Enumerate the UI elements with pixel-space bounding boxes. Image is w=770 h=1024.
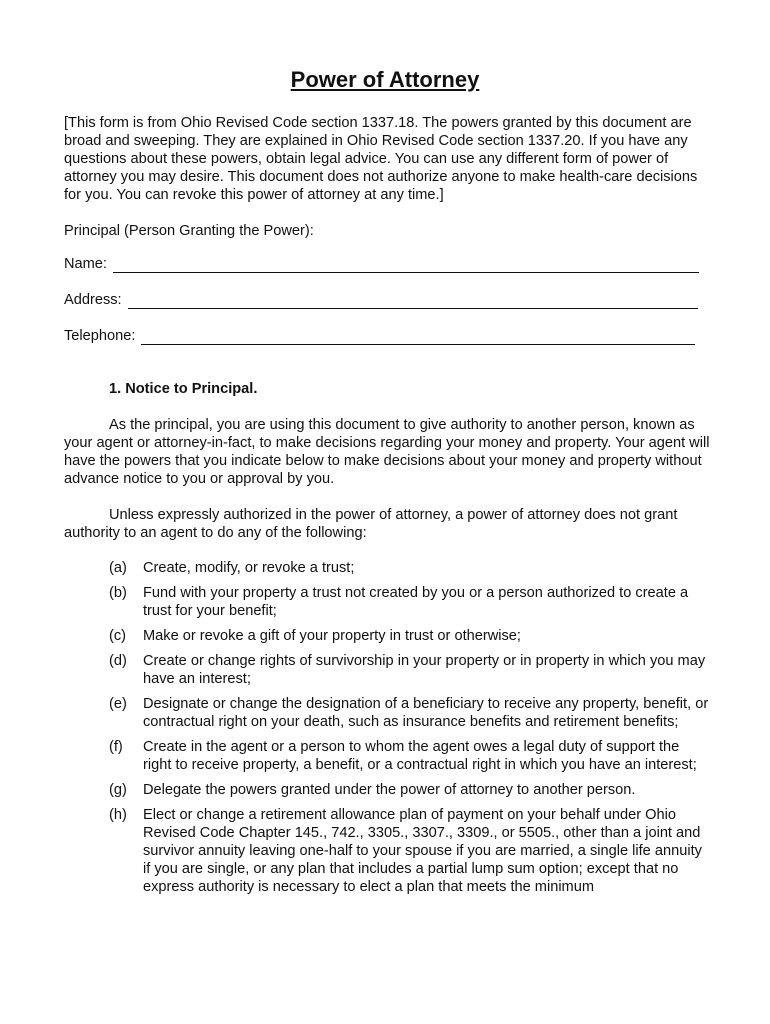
list-item — [64, 584, 710, 620]
list-marker: (e) — [109, 696, 127, 712]
list-item — [64, 806, 710, 896]
telephone-blank-line[interactable] — [141, 328, 695, 345]
list-item-text: Create or change rights of survivorship in your property or in property in which you may have an interest; — [143, 653, 706, 687]
list-item-text: Fund with your property a trust not created by you or a person authorized to create a trust for your benefit; — [143, 585, 689, 619]
list-marker: (h) — [109, 807, 127, 823]
list-marker: (f) — [109, 739, 123, 755]
principal-label: Principal (Person Granting the Power): — [64, 223, 314, 239]
telephone-field — [64, 325, 695, 345]
list-item — [64, 652, 710, 688]
list-item — [64, 738, 710, 774]
list-item — [64, 695, 710, 731]
list-item-text: Create, modify, or revoke a trust; — [143, 560, 355, 576]
address-field — [64, 289, 698, 309]
list-item — [64, 627, 710, 645]
list-item — [64, 781, 710, 799]
notice-paragraph-1: As the principal, you are using this document to give authority to another person, known as your agent or attorney-in-fact, to make decisions regarding your money and property. Your agent will have the powers that you indicate below to make decisions about your money and property without advance notice to you or approval by you. — [64, 417, 710, 487]
name-blank-line[interactable] — [113, 256, 699, 273]
list-marker: (b) — [109, 585, 127, 601]
telephone-label: Telephone: — [64, 328, 136, 344]
list-marker: (c) — [109, 628, 127, 644]
list-marker: (g) — [109, 782, 127, 798]
address-blank-line[interactable] — [128, 292, 698, 309]
list-marker: (a) — [109, 560, 127, 576]
section-heading: 1. Notice to Principal. — [109, 381, 258, 397]
address-label: Address: — [64, 292, 122, 308]
list-item-text: Delegate the powers granted under the power of attorney to another person. — [143, 782, 636, 798]
list-item-text: Elect or change a retirement allowance plan of payment on your behalf under Ohio Revised Code Chapter 145., 742., 3305., 3307., 3309., or 5505., other than a joint and survivor annuity leaving one-half to your spouse if you are married, a single life annuity if you are single, or any plan that includes a partial lump sum option; except that no express authority is necessary to elect a plan that meets the minimum — [143, 807, 702, 895]
list-item-text: Make or revoke a gift of your property in trust or otherwise; — [143, 628, 521, 644]
list-item — [64, 559, 710, 577]
name-label: Name: — [64, 256, 107, 272]
list-item-text: Designate or change the designation of a beneficiary to receive any property, benefit, or contractual right on your death, such as insurance benefits and retirement benefits; — [143, 696, 709, 730]
name-field — [64, 253, 699, 273]
document-title: Power of Attorney — [290, 67, 480, 92]
restrictions-list — [64, 559, 710, 896]
intro-paragraph: [This form is from Ohio Revised Code section 1337.18. The powers granted by this document are broad and sweeping. They are explained in Ohio Revised Code section 1337.20. If you have any questions about these powers, obtain legal advice. You can use any different form of power of attorney you may desire. This document does not authorize anyone to make health-care decisions for you. You can revoke this power of attorney at any time.] — [64, 115, 698, 203]
list-marker: (d) — [109, 653, 127, 669]
list-item-text: Create in the agent or a person to whom the agent owes a legal duty of support the right to receive property, a benefit, or a contractual right in which you have an interest; — [143, 739, 697, 773]
notice-paragraph-2: Unless expressly authorized in the power of attorney, a power of attorney does not grant authority to an agent to do any of the following: — [64, 507, 678, 541]
